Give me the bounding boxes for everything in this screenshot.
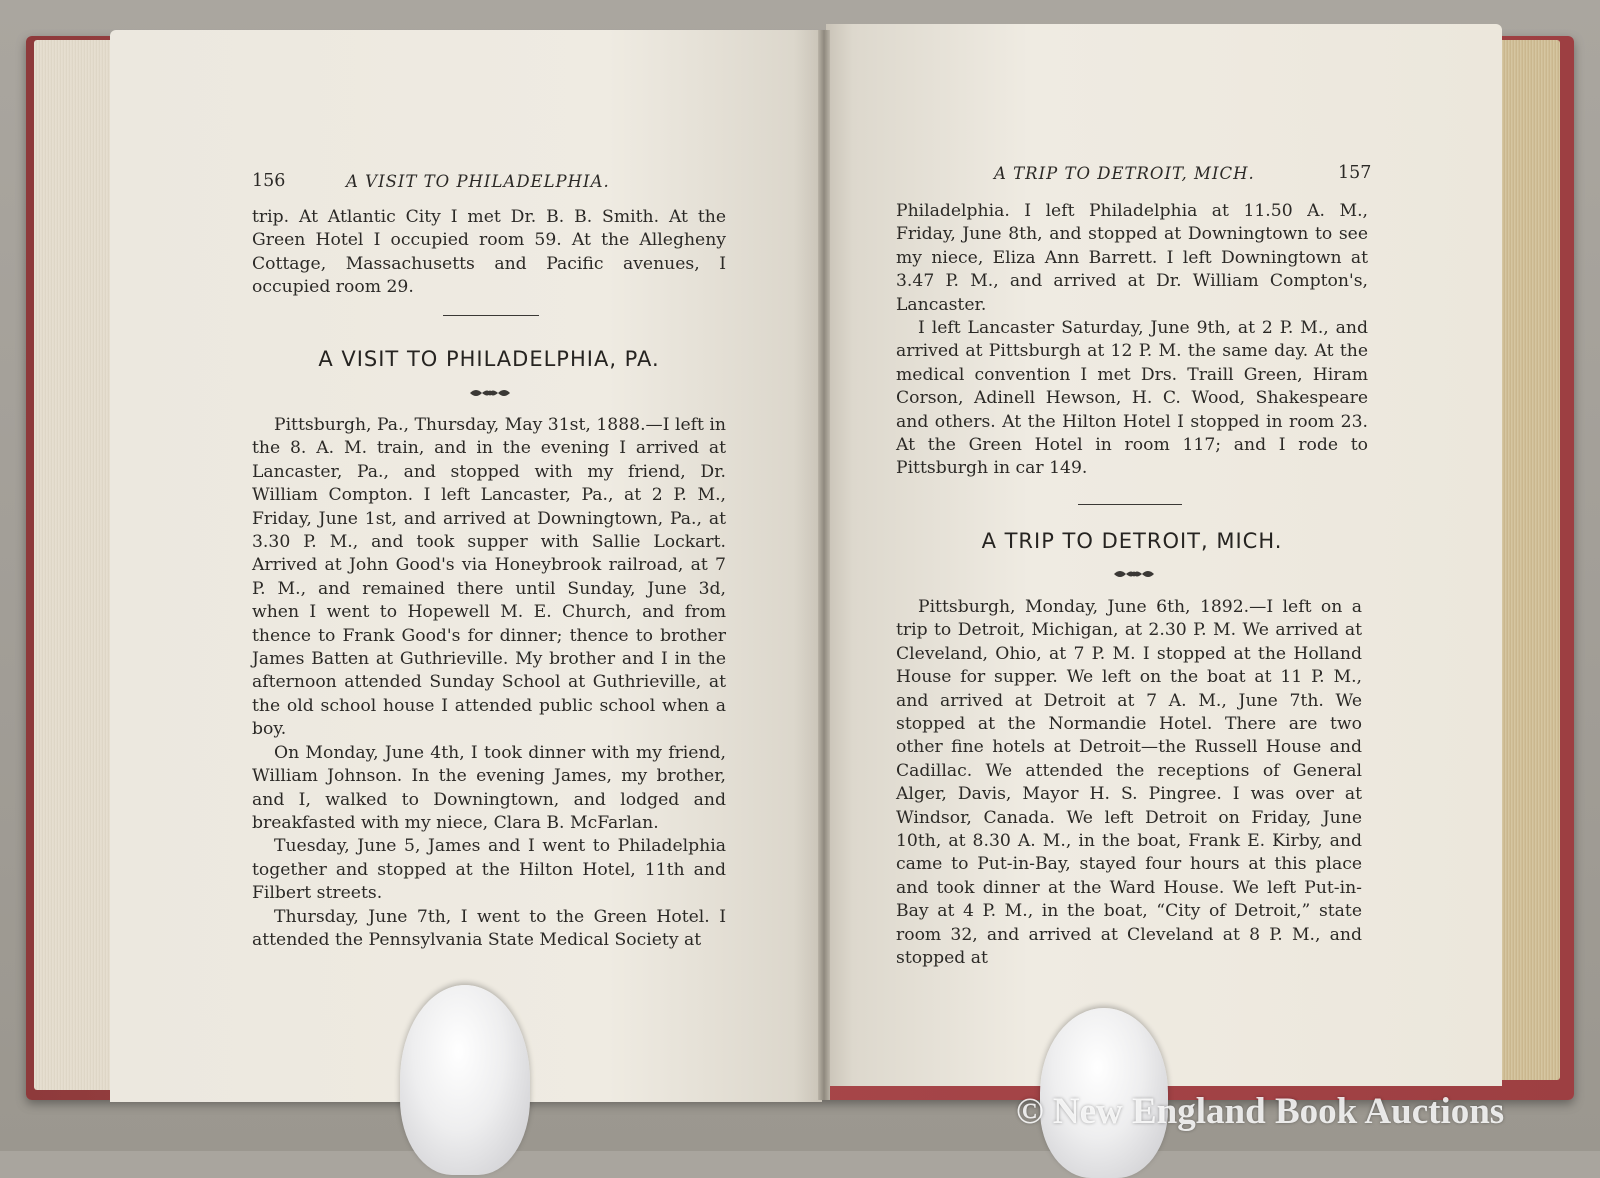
section-divider: [443, 315, 539, 316]
section-title: A TRIP TO DETROIT, MICH.: [981, 529, 1283, 553]
paragraph: Pittsburgh, Pa., Thursday, May 31st, 1888.—I left in the 8. A. M. train, and in the evening I arrived at Lancaster, Pa., and stopped with my friend, Dr. William Compton. I left Lancaster, Pa., at 2 P. M., Friday, June 1st, and arrived at Downingtown, Pa., at 3.30 P. M., and took supper with Sallie Lockart. Arrived at John Good's via Honeybrook railroad, at 7 P. M., and remained there until Sunday, June 3d, when I went to Hopewell M. E. Church, and from thence to Frank Good's for dinner; thence to brother James Batten at Guthrieville. My brother and I in the afternoon attended Sunday School at Guthrieville, at the old school house I attended public school when a boy.: [252, 415, 726, 740]
section-divider: [1078, 504, 1182, 505]
page-number: 157: [1338, 163, 1372, 183]
right-page: [826, 24, 1502, 1086]
paragraph: Philadelphia. I left Philadelphia at 11.50 A. M., Friday, June 8th, and stopped at Downingtown to see my niece, Eliza Ann Barrett. I left Downingtown at 3.47 P. M., and arrived at Dr. William Compton's, Lancaster.: [896, 201, 1368, 315]
running-head: A TRIP TO DETROIT, MICH.: [994, 164, 1255, 183]
fleuron-ornament-icon: [1112, 568, 1156, 580]
page-edges-left: [34, 40, 114, 1090]
paragraph: Tuesday, June 5, James and I went to Philadelphia together and stopped at the Hilton Hotel, 11th and Filbert streets.: [252, 836, 726, 904]
gloved-thumb-left: [400, 985, 530, 1175]
paragraph: trip. At Atlantic City I met Dr. B. B. Smith. At the Green Hotel I occupied room 59. At the Allegheny Cottage, Massachusetts and Pacific avenues, I occupied room 29.: [252, 207, 726, 298]
section-body: [896, 596, 1362, 971]
left-page: [110, 30, 822, 1102]
book-gutter: [818, 30, 830, 1100]
paragraph: On Monday, June 4th, I took dinner with my friend, William Johnson. In the evening James, my brother, and I, walked to Downingtown, and lodged and breakfasted with my niece, Clara B. McFarlan.: [252, 742, 726, 833]
section-body: [252, 414, 726, 952]
paragraph: Pittsburgh, Monday, June 6th, 1892.—I left on a trip to Detroit, Michigan, at 2.30 P. M. We arrived at Cleveland, Ohio, at 7 P. M. I stopped at the Holland House for supper. We left on the boat at 11 P. M., and arrived at Detroit at 7 A. M., June 7th. We stopped at the Normandie Hotel. There are two other fine hotels at Detroit—the Russell House and Cadillac. We attended the receptions of General Alger, Davis, Mayor H. S. Pingree. I was over at Windsor, Canada. We left Detroit on Friday, June 10th, at 8.30 A. M., in the boat, Frank E. Kirby, and came to Put-in-Bay, stayed four hours at this place and took dinner at the Ward House. We left Put-in-Bay at 4 P. M., in the boat, “City of Detroit,” state room 32, and arrived at Cleveland at 8 P. M., and stopped at: [896, 597, 1362, 969]
page-number: 156: [252, 171, 286, 191]
intro-paragraph: [252, 206, 726, 300]
section-title: A VISIT TO PHILADELPHIA, PA.: [318, 347, 660, 371]
intro-paragraphs: [896, 200, 1368, 481]
paragraph: I left Lancaster Saturday, June 9th, at 2 P. M., and arrived at Pittsburgh at 12 P. M. the same day. At the medical convention I met Drs. Traill Green, Hiram Corson, Adinell Hewson, H. C. Wood, Shakespeare and others. At the Hilton Hotel I stopped in room 23. At the Green Hotel in room 117; and I rode to Pittsburgh in car 149.: [896, 318, 1368, 479]
fleuron-ornament-icon: [468, 387, 512, 399]
paragraph: Thursday, June 7th, I went to the Green Hotel. I attended the Pennsylvania State Medical Society at: [252, 906, 726, 950]
running-head: A VISIT TO PHILADELPHIA.: [346, 172, 610, 191]
watermark: © New England Book Auctions: [1016, 1091, 1505, 1132]
